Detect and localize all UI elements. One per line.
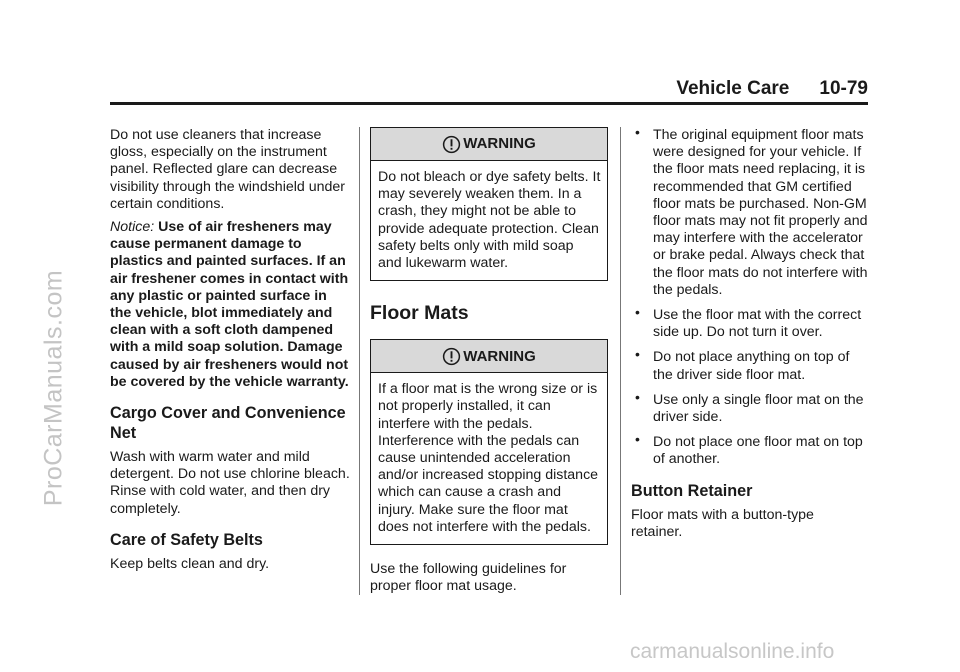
list-item-text: Do not place anything on top of the driver side floor mat. xyxy=(653,349,850,383)
button-retainer-heading: Button Retainer xyxy=(631,481,753,500)
list-item xyxy=(631,431,868,468)
list-item xyxy=(631,304,868,341)
warning-body: Do not bleach or dye safety belts. It may severely weaken them. In a crash, they might not be able to provide adequate protection. Clean safety belts only with mild soap and lukewarm water. xyxy=(378,169,601,272)
list-item-text: Use the floor mat with the correct side up. Do not turn it over. xyxy=(653,307,862,341)
bottom-watermark: carmanualsonline.info xyxy=(630,640,835,663)
notice-paragraph xyxy=(110,219,350,391)
column-left xyxy=(110,127,350,579)
section-title: Vehicle Care xyxy=(676,78,790,99)
bullet-icon: • xyxy=(635,388,640,405)
warning-title: WARNING xyxy=(463,347,536,365)
header-rule xyxy=(110,102,868,105)
list-item-text: The original equipment floor mats were designed for your vehicle. If the floor mats need replacing, it is recommended that GM certified floor mats be purchased. Non-GM floor mats may not fit properly and may interfere with the accelerator or brake pedal. Always check that the floor mats do not interfere with the pedals. xyxy=(653,127,868,298)
warning-box-belts xyxy=(370,127,608,281)
list-item xyxy=(631,346,868,383)
cargo-heading: Cargo Cover and Convenience Net xyxy=(110,404,346,443)
list-item xyxy=(631,124,868,299)
notice-text: Use of air fresheners may cause permanent damage to plastics and painted surfaces. If an air freshener comes in contact with any plastic or painted surface in the vehicle, blot immediately and clean with a soft cloth dampened with a mild soap solution. Damage caused by air fresheners would not be covered by the vehicle warranty. xyxy=(110,219,349,390)
warning-icon xyxy=(442,347,461,366)
floor-mat-guidelines-list xyxy=(631,124,868,469)
warning-box-floor-mats xyxy=(370,339,608,545)
notice-label: Notice: xyxy=(110,219,155,236)
side-watermark-text: ProCarManuals.com xyxy=(39,269,68,507)
column-middle xyxy=(370,127,608,601)
guidelines-paragraph: Use the following guidelines for proper floor mat usage. xyxy=(370,561,567,595)
cleaner-paragraph: Do not use cleaners that increase gloss, especially on the instrument panel. Reflected glare can decrease visibility through the windshield under certain conditions. xyxy=(110,127,346,212)
belts-paragraph: Keep belts clean and dry. xyxy=(110,555,270,572)
column-divider-right xyxy=(620,127,621,595)
belts-heading: Care of Safety Belts xyxy=(110,530,263,549)
list-item xyxy=(631,388,868,426)
warning-title-bar xyxy=(371,128,607,161)
warning-title: WARNING xyxy=(463,135,536,153)
warning-body: If a floor mat is the wrong size or is not properly installed, it can interfere with the pedals. Interference with the pedals can cause unintended acceleration and/or increased stopping distance which can cause a crash and injury. Make sure the floor mat does not interfere with the pedals. xyxy=(378,381,599,535)
list-item-text: Do not place one floor mat on top of another. xyxy=(653,434,863,468)
warning-icon xyxy=(442,135,461,154)
page-header xyxy=(110,78,868,100)
list-item-text: Use only a single floor mat on the driver side. xyxy=(653,391,864,426)
bullet-icon: • xyxy=(635,346,640,363)
bullet-icon: • xyxy=(635,304,640,321)
column-divider-left xyxy=(359,127,360,595)
bullet-icon: • xyxy=(635,431,640,448)
floor-mats-heading: Floor Mats xyxy=(370,302,469,325)
warning-title-bar xyxy=(371,340,607,373)
page-number: 10-79 xyxy=(819,78,868,99)
column-right xyxy=(631,124,868,547)
cargo-paragraph: Wash with warm water and mild detergent. Do not use chlorine bleach. Rinse with cold water, and then dry completely. xyxy=(110,449,350,517)
button-retainer-paragraph: Floor mats with a button-type retainer. xyxy=(631,506,814,540)
bullet-icon: • xyxy=(635,124,640,140)
